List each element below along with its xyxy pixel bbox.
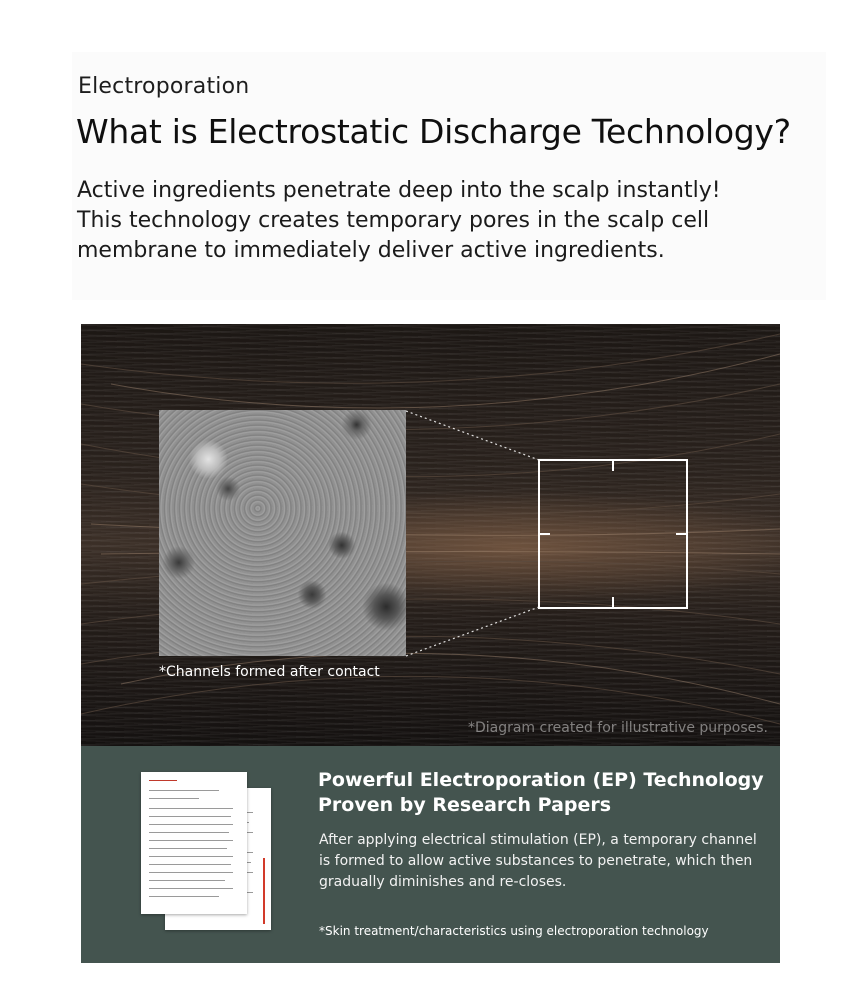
research-title bbox=[318, 768, 768, 818]
zoom-tick-top bbox=[612, 461, 614, 471]
research-paper-front bbox=[141, 772, 247, 914]
lead-line: membrane to immediately deliver active ingredients. bbox=[77, 238, 665, 263]
zoom-tick-right bbox=[676, 533, 686, 535]
research-footnote: *Skin treatment/characteristics using electroporation technology bbox=[319, 924, 709, 938]
intro-section bbox=[72, 52, 826, 300]
research-body-line: After applying electrical stimulation (EP), a temporary channel bbox=[319, 832, 757, 848]
research-body-line: gradually diminishes and re-closes. bbox=[319, 874, 567, 890]
page-headline: What is Electrostatic Discharge Technology? bbox=[76, 112, 791, 151]
microscope-image bbox=[159, 410, 406, 656]
lead-line: Active ingredients penetrate deep into the scalp instantly! bbox=[77, 178, 721, 203]
scalp-visual bbox=[81, 324, 780, 746]
diagram-disclaimer: *Diagram created for illustrative purposes. bbox=[467, 720, 768, 736]
research-body-line: is formed to allow active substances to penetrate, which then bbox=[319, 853, 753, 869]
microscope-caption: *Channels formed after contact bbox=[159, 664, 380, 680]
zoom-tick-bottom bbox=[612, 597, 614, 607]
research-title-line: Proven by Research Papers bbox=[318, 794, 612, 816]
lead-line: This technology creates temporary pores in the scalp cell bbox=[77, 208, 710, 233]
zoom-tick-left bbox=[540, 533, 550, 535]
research-body bbox=[319, 830, 769, 893]
zoom-frame bbox=[538, 459, 688, 609]
lead-paragraph bbox=[77, 176, 817, 266]
research-section bbox=[81, 746, 780, 963]
research-title-line: Powerful Electroporation (EP) Technology bbox=[318, 769, 764, 791]
eyebrow-label: Electroporation bbox=[78, 74, 250, 99]
